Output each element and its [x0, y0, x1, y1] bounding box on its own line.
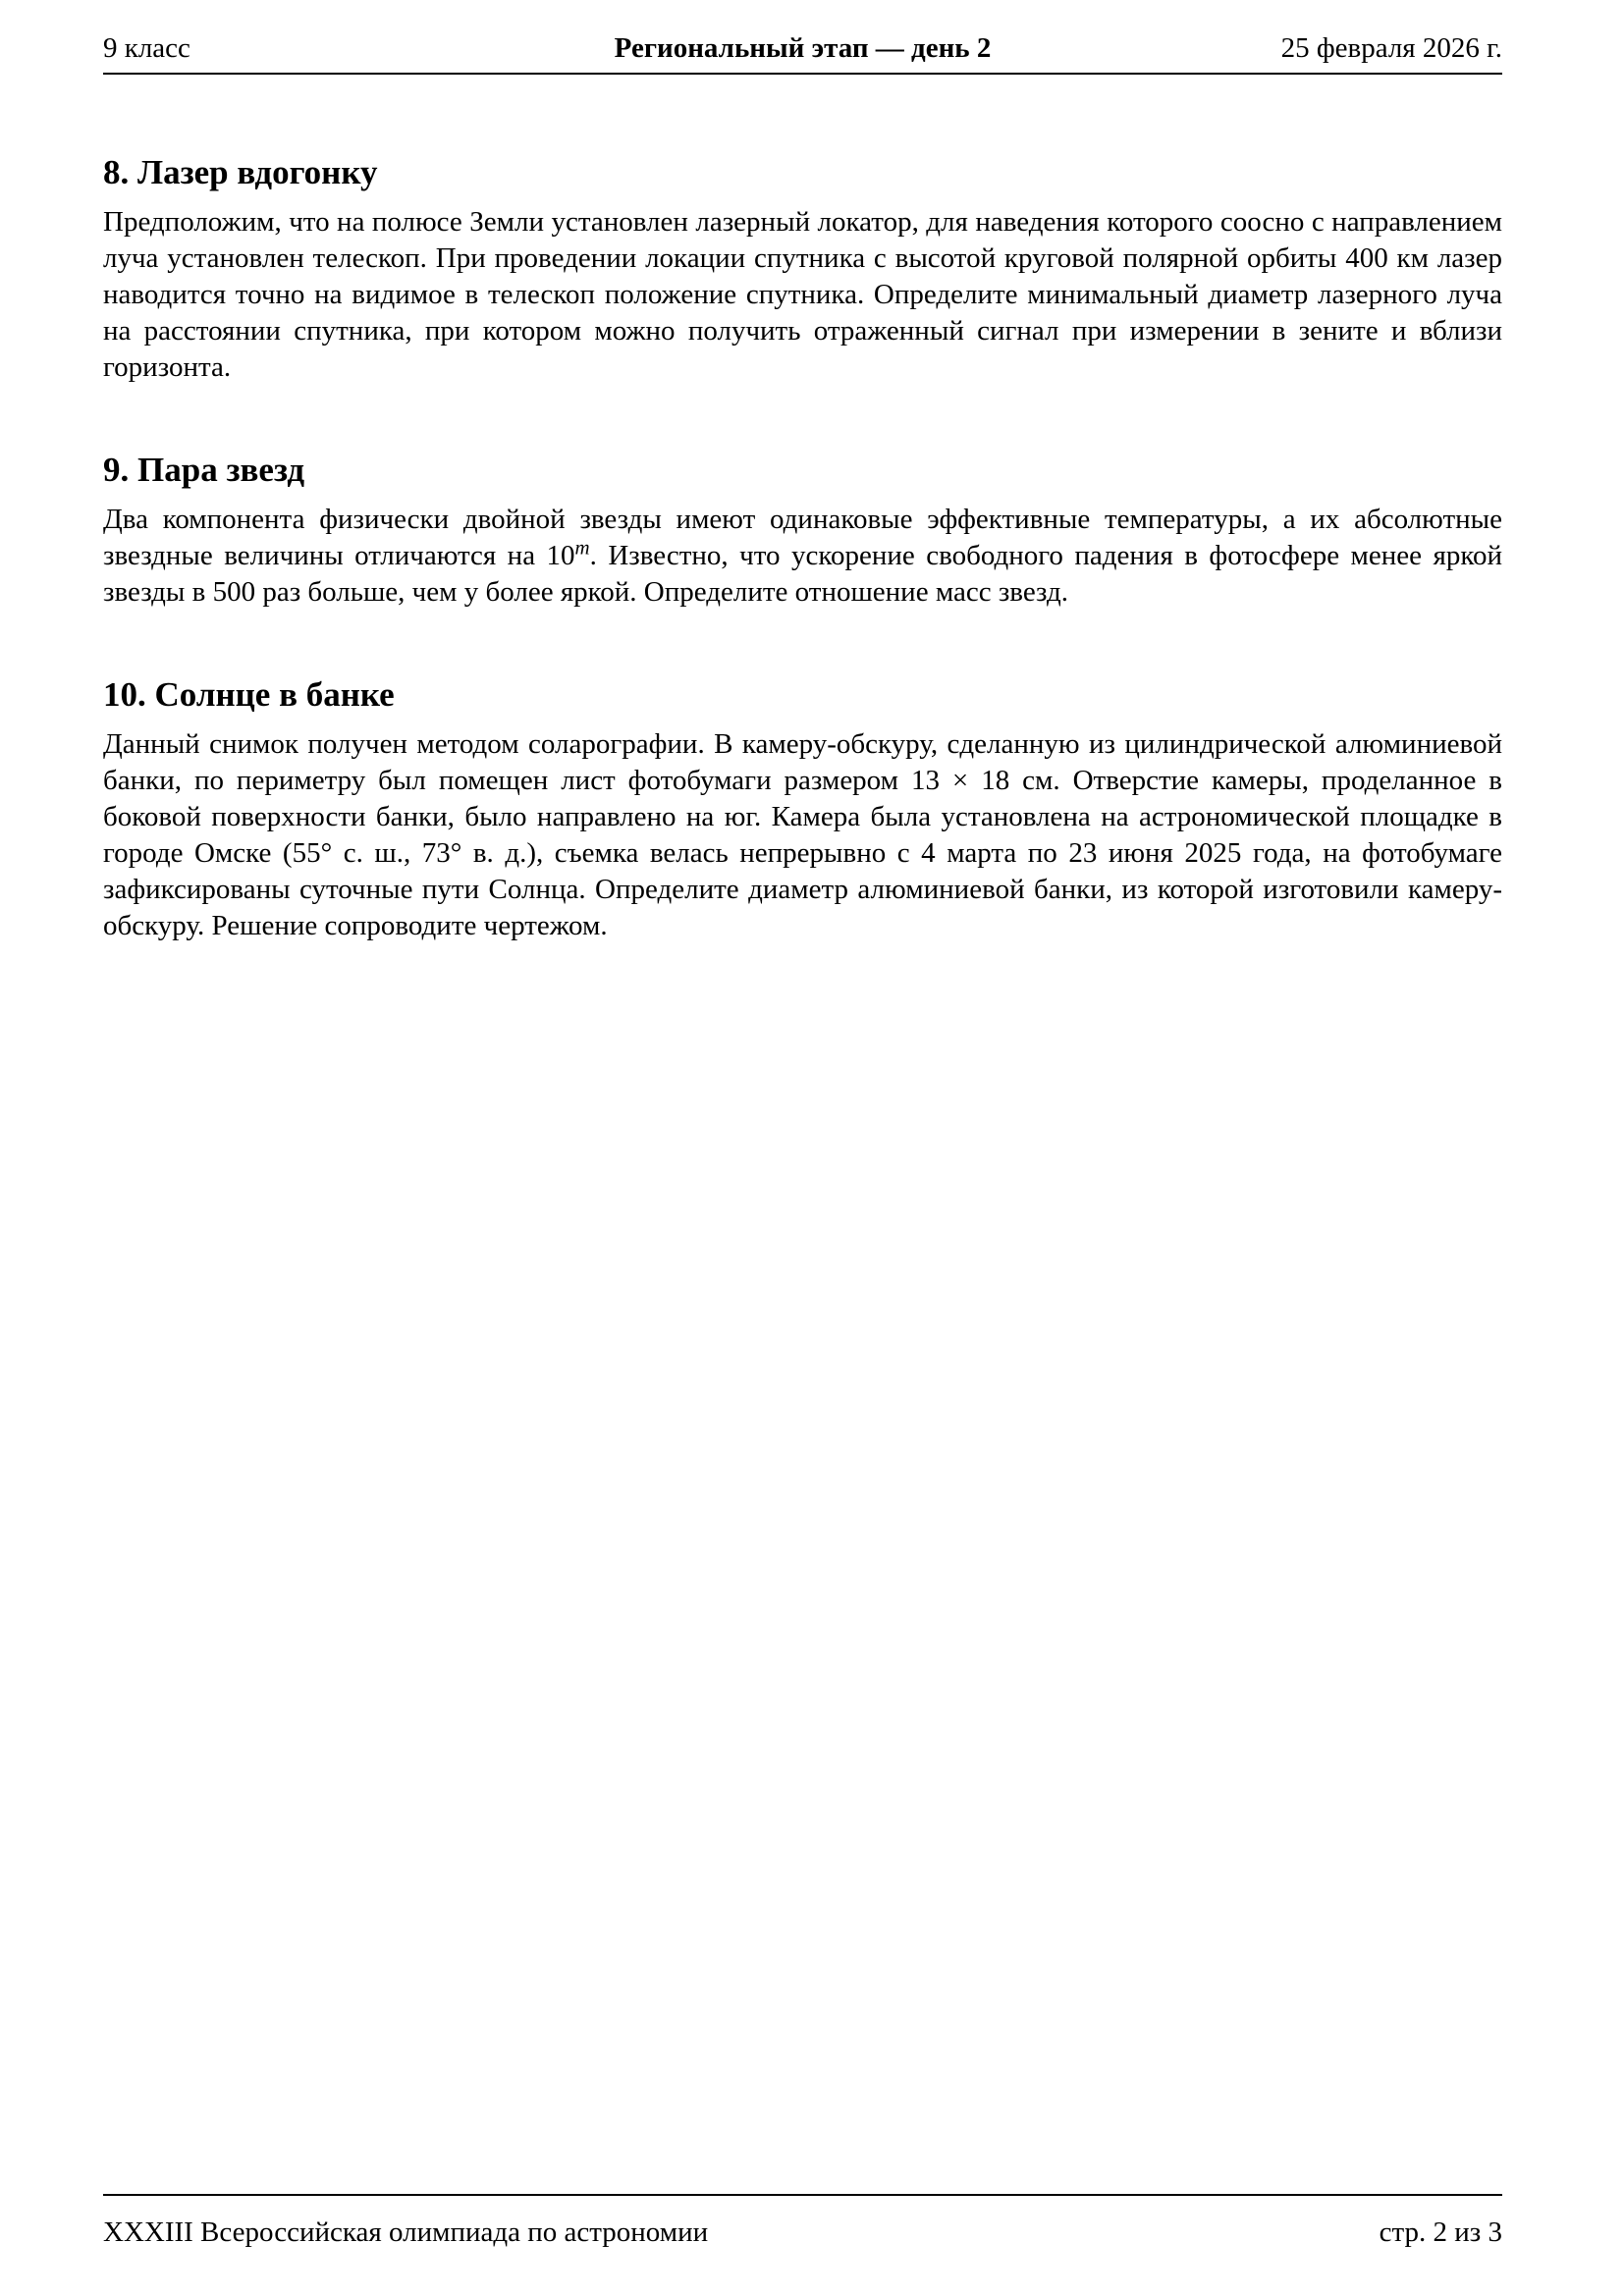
section-title-problem-8: 8. Лазер вдогонку — [103, 153, 378, 191]
header-rule — [103, 73, 1502, 75]
section-text-problem-9 — [103, 502, 1502, 611]
grade-label: 9 класс — [103, 32, 190, 64]
header-date: 25 февраля 2026 г. — [1280, 32, 1503, 64]
page-header — [103, 31, 1502, 65]
olympiad-title: XXXIII Всероссийская олимпиада по астрономии — [103, 2216, 709, 2248]
header-title: Региональный этап — день 2 — [614, 32, 992, 64]
section-title-problem-10: 10. Солнце в банке — [103, 675, 395, 714]
problem-9-text-before-superscript: Два компонента физически двойной звезды имеют одинаковые эффективные температуры, а их абсолютные звездные величины отличаются на 10 — [103, 504, 1502, 571]
section-title-problem-9: 9. Пара звезд — [103, 451, 305, 489]
page-footer — [103, 2194, 1502, 2249]
section-text-problem-8: Предположим, что на полюсе Земли установлен лазерный локатор, для наведения которого соосно с направлением луча установлен телескоп. При проведении локации спутника с высотой круговой полярной орбиты 400 км лазер наводится точно на видимое в телескоп положение спутника. Определите минимальный диаметр лазерного луча на расстоянии спутника, при котором можно получить отраженный сигнал при измерении в зените и вблизи горизонта. — [103, 206, 1502, 383]
page-number: стр. 2 из 3 — [1379, 2216, 1502, 2248]
problem-9-text-after-superscript: . Известно, что ускорение свободного падения в фотосфере менее яркой звезды в 500 раз больше, чем у более яркой. Определите отношение масс звезд. — [103, 540, 1502, 608]
section-text-problem-10: Данный снимок получен методом соларографии. В камеру-обскуру, сделанную из цилиндрической алюминиевой банки, по периметру был помещен лист фотобумаги размером 13 × 18 см. Отверстие камеры, проделанное в боковой поверхности банки, было направлено на юг. Камера была установлена на астрономической площадке в городе Омске (55° с. ш., 73° в. д.), съемка велась непрерывно с 4 марта по 23 июня 2025 года, на фотобумаге зафиксированы суточные пути Солнца. Определите диаметр алюминиевой банки, из которой изготовили камеру-обскуру. Решение сопроводите чертежом. — [103, 728, 1502, 941]
magnitude-superscript: m — [574, 535, 590, 560]
